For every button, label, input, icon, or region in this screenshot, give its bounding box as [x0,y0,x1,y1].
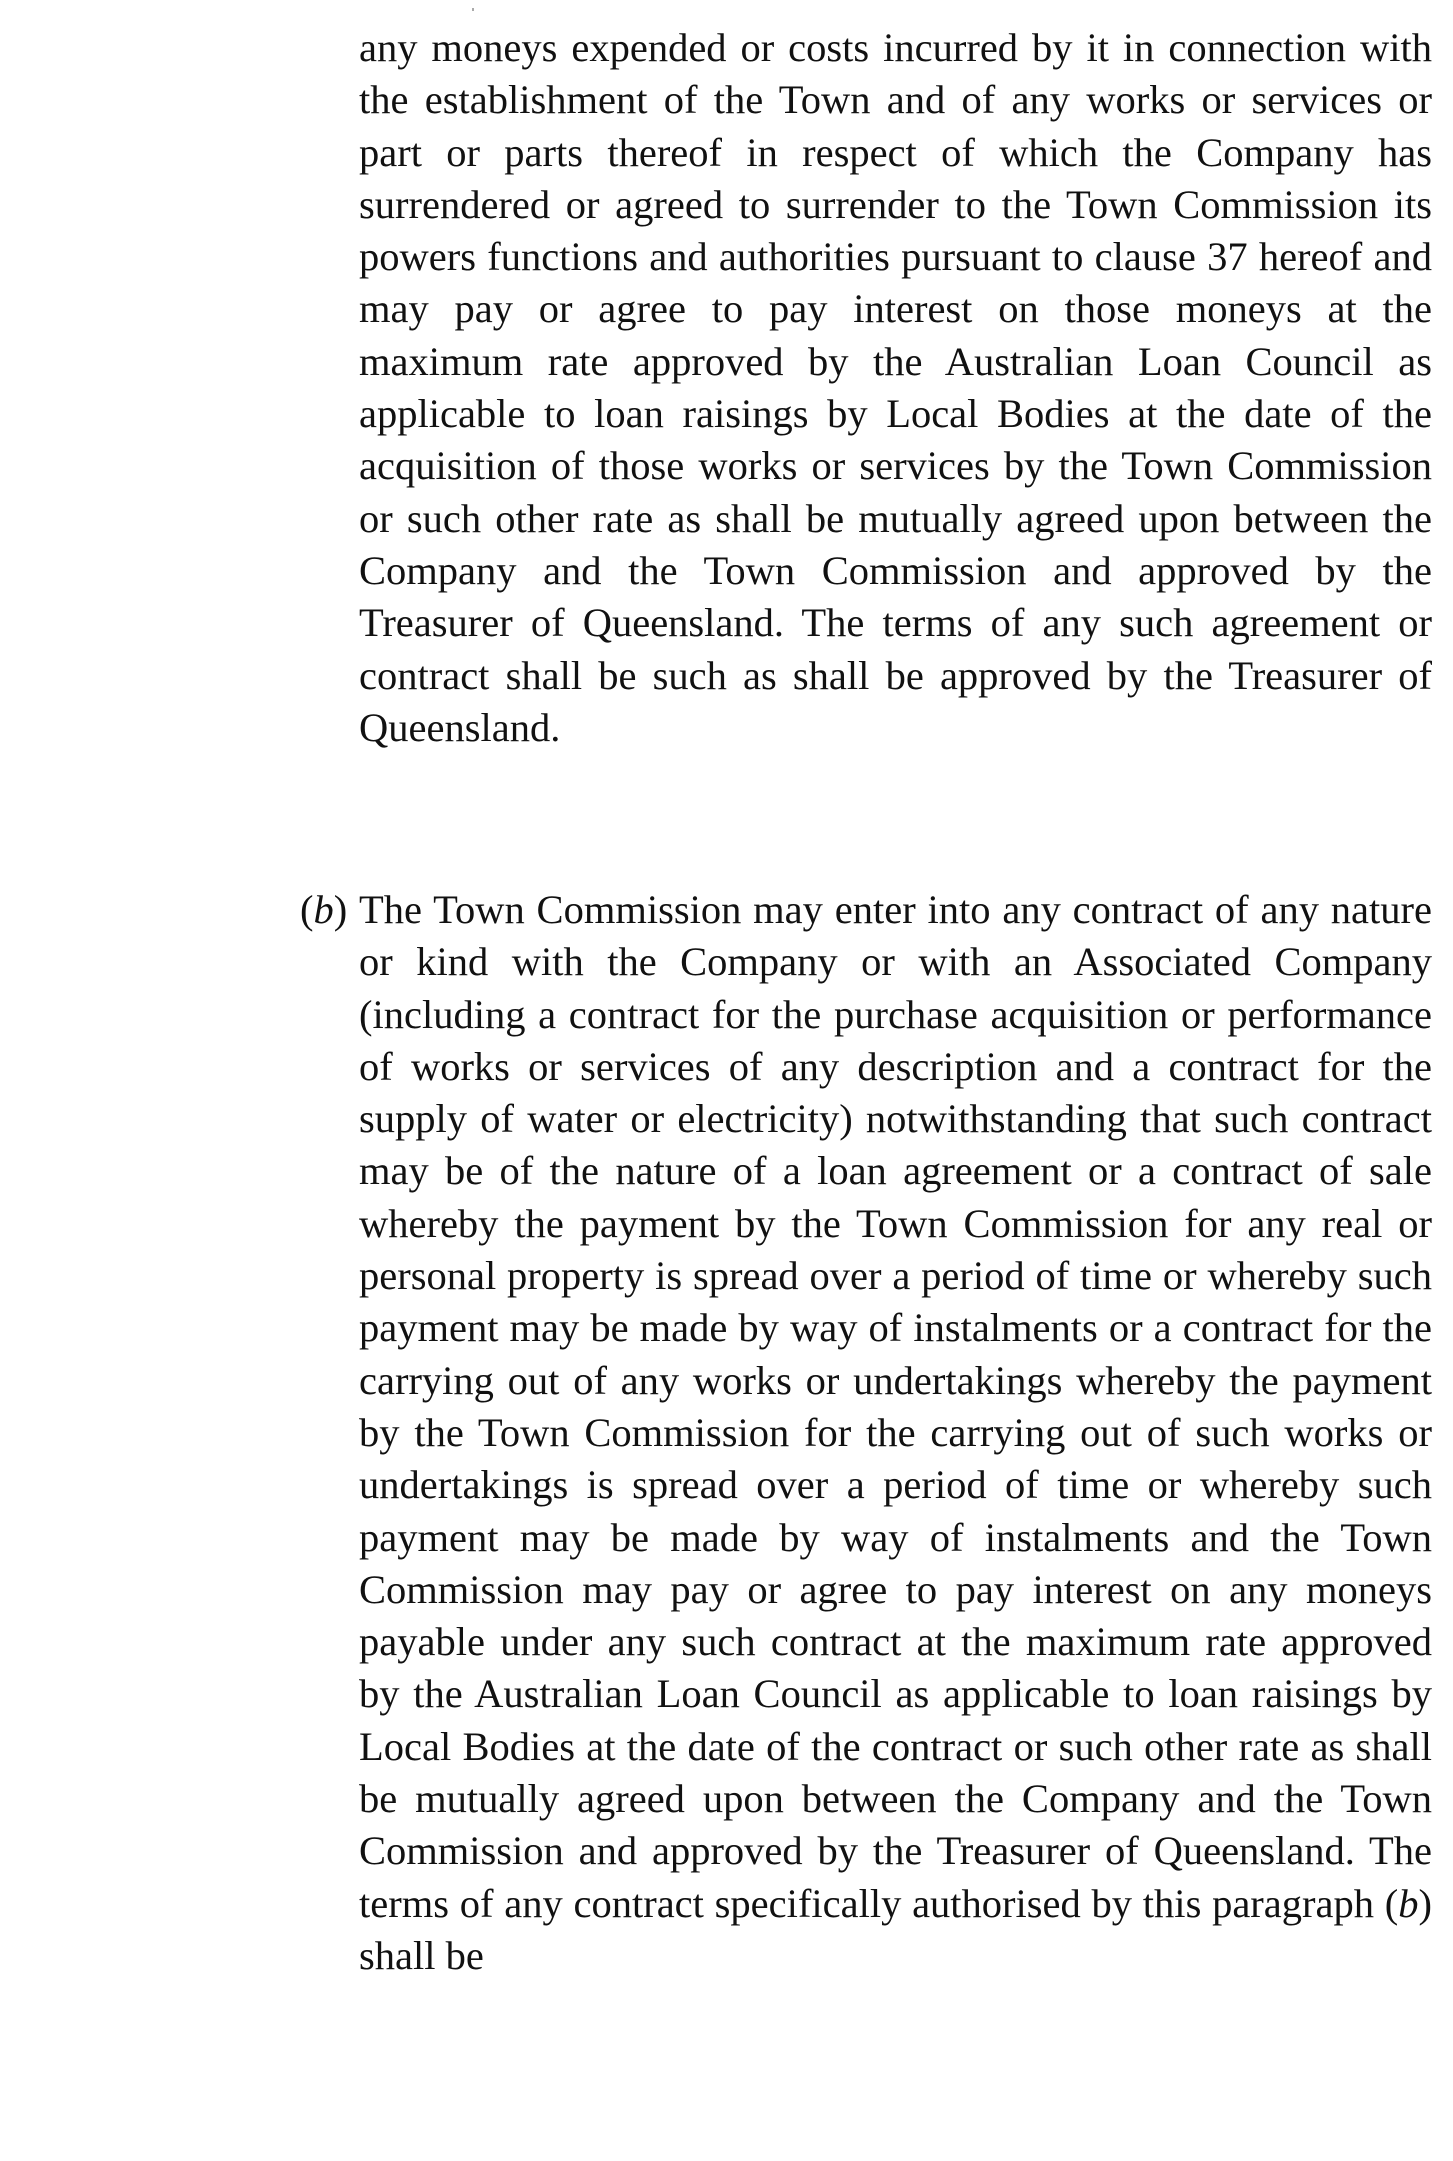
paragraph-b-label [300,884,347,936]
scan-mark [472,8,474,11]
paragraph-b-label-open: ( [300,887,314,932]
paragraph-b-ref-open: ( [1384,1880,1399,1926]
paragraph-b-ref-close: ) [1418,1880,1432,1926]
paragraph-b-ref-letter: b [1398,1880,1419,1926]
paragraph-b [359,884,1432,1982]
paragraph-b-text-tail: shall be [359,1932,484,1978]
paragraph-a-continued: any moneys expended or costs incurred by it in connection with the establishment of the Town and of any works or services or part or parts thereof in respect of which the Company has surrendered or agreed to surrender to the Town Commission its powers functions and authorities pursuant to clause 37 hereof and may pay or agree to pay interest on those moneys at the maximum rate approved by the Australian Loan Council as applicable to loan raisings by Local Bodies at the date of the acquisition of those works or services by the Town Commission or such other rate as shall be mutually agreed upon between the Company and the Town Commission and approved by the Treasurer of Queensland. The terms of any such agreement or contract shall be such as shall be approved by the Treasurer of Queensland. [359,25,1432,750]
paragraph-b-label-close: ) [333,887,348,932]
paragraph-b-text-main: The Town Commission may enter into any contract of any nature or kind with the Company or with an Associated Company (including a contract for the purchase acquisition or performance of works or services of any description and a contract for the supply of water or electricity) notwithstanding that such contract may be of the nature of a loan agreement or a contract of sale whereby the payment by the Town Commission for any real or personal property is spread over a period of time or whereby such payment may be made by way of instalments or a contract for the carrying out of any works or undertakings whereby the payment by the Town Commission for the carrying out of such works or undertakings is spread over a period of time or whereby such payment may be made by way of instalments and the Town Commission may pay or agree to pay interest on any moneys payable under any such contract at the maximum rate approved by the Australian Loan Council as applicable to loan raisings by Local Bodies at the date of the contract or such other rate as shall be mutually agreed upon between the Company and the Town Commission and approved by the Treasurer of Queensland. The terms of any contract specifically authorised by this paragraph [359,887,1432,1926]
paragraph-b-label-letter: b [313,887,334,932]
